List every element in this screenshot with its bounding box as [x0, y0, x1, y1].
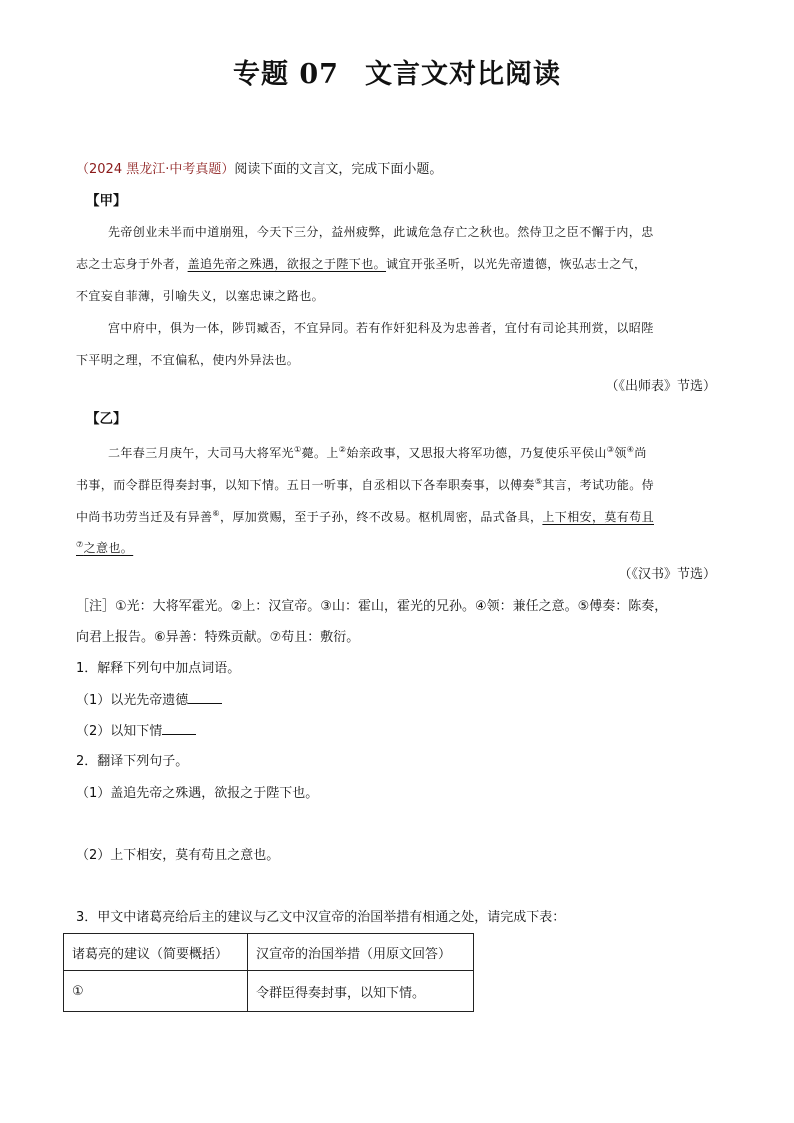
yi-text: 其言，考试功能。侍 [542, 478, 654, 492]
page-title [0, 52, 794, 91]
table-cell: 令群臣得奏封事，以知下情。 [248, 971, 474, 1012]
intro-line [76, 161, 442, 179]
jia-p1-line3: 不宜妄自菲薄，引喻失义，以塞忠谏之路也。 [76, 289, 325, 303]
footnote-marker: ⑤ [534, 477, 543, 486]
question-text: （2）以知下情 [76, 724, 163, 739]
yi-line2 [76, 473, 654, 494]
notes-line2: 向君上报告。⑥异善：特殊贡献。⑦苟且：敷衍。 [76, 630, 360, 645]
question-1-1 [76, 691, 222, 710]
instruction: 阅读下面的文言文，完成下面小题。 [234, 162, 443, 177]
footnote-marker: ② [338, 445, 347, 454]
title-number: 专题 07 [233, 59, 339, 90]
yi-text: 领 [614, 446, 627, 460]
table-answer-cell[interactable]: ① [64, 971, 248, 1012]
table-header-cell: 汉宣帝的治国举措（用原文回答） [248, 934, 474, 971]
yi-underlined-sentence: 上下相安，莫有苟且 [542, 510, 654, 524]
exam-source: （2024 黑龙江·中考真题） [76, 162, 235, 177]
jia-p2-line2: 下平明之理，不宜偏私，使内外异法也。 [76, 353, 300, 367]
jia-text: 志之士忘身于外者， [76, 257, 188, 271]
table-row [64, 971, 474, 1012]
yi-text: 薨。上 [301, 446, 339, 460]
passage-yi-label: 【乙】 [86, 411, 127, 427]
passage-jia-label: 【甲】 [86, 193, 127, 209]
footnote-marker: ④ [626, 445, 635, 454]
jia-p1-line2 [76, 255, 646, 273]
question-1-2 [76, 722, 196, 741]
yi-text: 书事，而令群臣得奏封事，以知下情。五日一听事，自丞相以下各奉职奏事，以傅奏 [76, 478, 535, 492]
question-2-2: （2）上下相安，莫有苟且之意也。 [76, 848, 280, 863]
yi-text: 中尚书功劳当迁及有异善 [76, 510, 213, 524]
question-1: 1．解释下列句中加点词语。 [76, 661, 241, 676]
jia-source: （《出师表》节选） [605, 379, 716, 394]
jia-p2-line1: 宫中府中，俱为一体，陟罚臧否，不宜异同。若有作奸犯科及为忠善者，宜付有司论其刑赏，以昭陛 [108, 321, 654, 335]
question-3: 3．甲文中诸葛亮给后主的建议与乙文中汉宣帝的治国举措有相通之处，请完成下表： [76, 910, 566, 925]
question-text: （1）以光先帝遗德 [76, 693, 189, 708]
question-2: 2．翻译下列句子。 [76, 754, 189, 769]
table-header-row [64, 934, 474, 971]
yi-text: 尚 [634, 446, 647, 460]
notes-line1: ［注］①光：大将军霍光。②上：汉宣帝。③山：霍山，霍光的兄孙。④领：兼任之意。⑤傅奏：陈奏， [76, 599, 668, 614]
yi-line3 [76, 505, 654, 526]
footnote-marker: ⑦ [76, 540, 84, 549]
yi-text: 二年春三月庚午，大司马大将军光 [108, 446, 295, 460]
jia-underlined-sentence: 盖追先帝之殊遇，欲报之于陛下也。 [187, 257, 387, 271]
question-2-1: （1）盖追先帝之殊遇，欲报之于陛下也。 [76, 786, 319, 801]
jia-text: 诚宜开张圣听，以光先帝遗德，恢弘志士之气， [386, 257, 647, 271]
jia-p1-line1: 先帝创业未半而中道崩殂，今天下三分，益州疲弊，此诚危急存亡之秋也。然侍卫之臣不懈于内，忠 [108, 225, 654, 239]
yi-text: 始亲政事，又思报大将军功德，乃复使乐平侯山 [346, 446, 607, 460]
yi-source: （《汉书》节选） [618, 567, 716, 582]
yi-line4 [76, 536, 133, 557]
footnote-marker: ① [294, 445, 302, 454]
footnote-marker: ⑥ [212, 509, 220, 518]
yi-text: 之意也。 [83, 541, 134, 555]
answer-blank[interactable] [188, 691, 222, 704]
footnote-marker: ③ [606, 445, 615, 454]
table-header-cell: 诸葛亮的建议（简要概括） [64, 934, 248, 971]
yi-underlined-end [76, 541, 133, 555]
yi-text: ，厚加赏赐，至于子孙，终不改易。枢机周密，品式备具， [219, 510, 543, 524]
yi-line1 [108, 441, 647, 462]
answer-blank[interactable] [162, 722, 196, 735]
answer-table [63, 933, 474, 1012]
title-text: 文言文对比阅读 [364, 59, 561, 90]
